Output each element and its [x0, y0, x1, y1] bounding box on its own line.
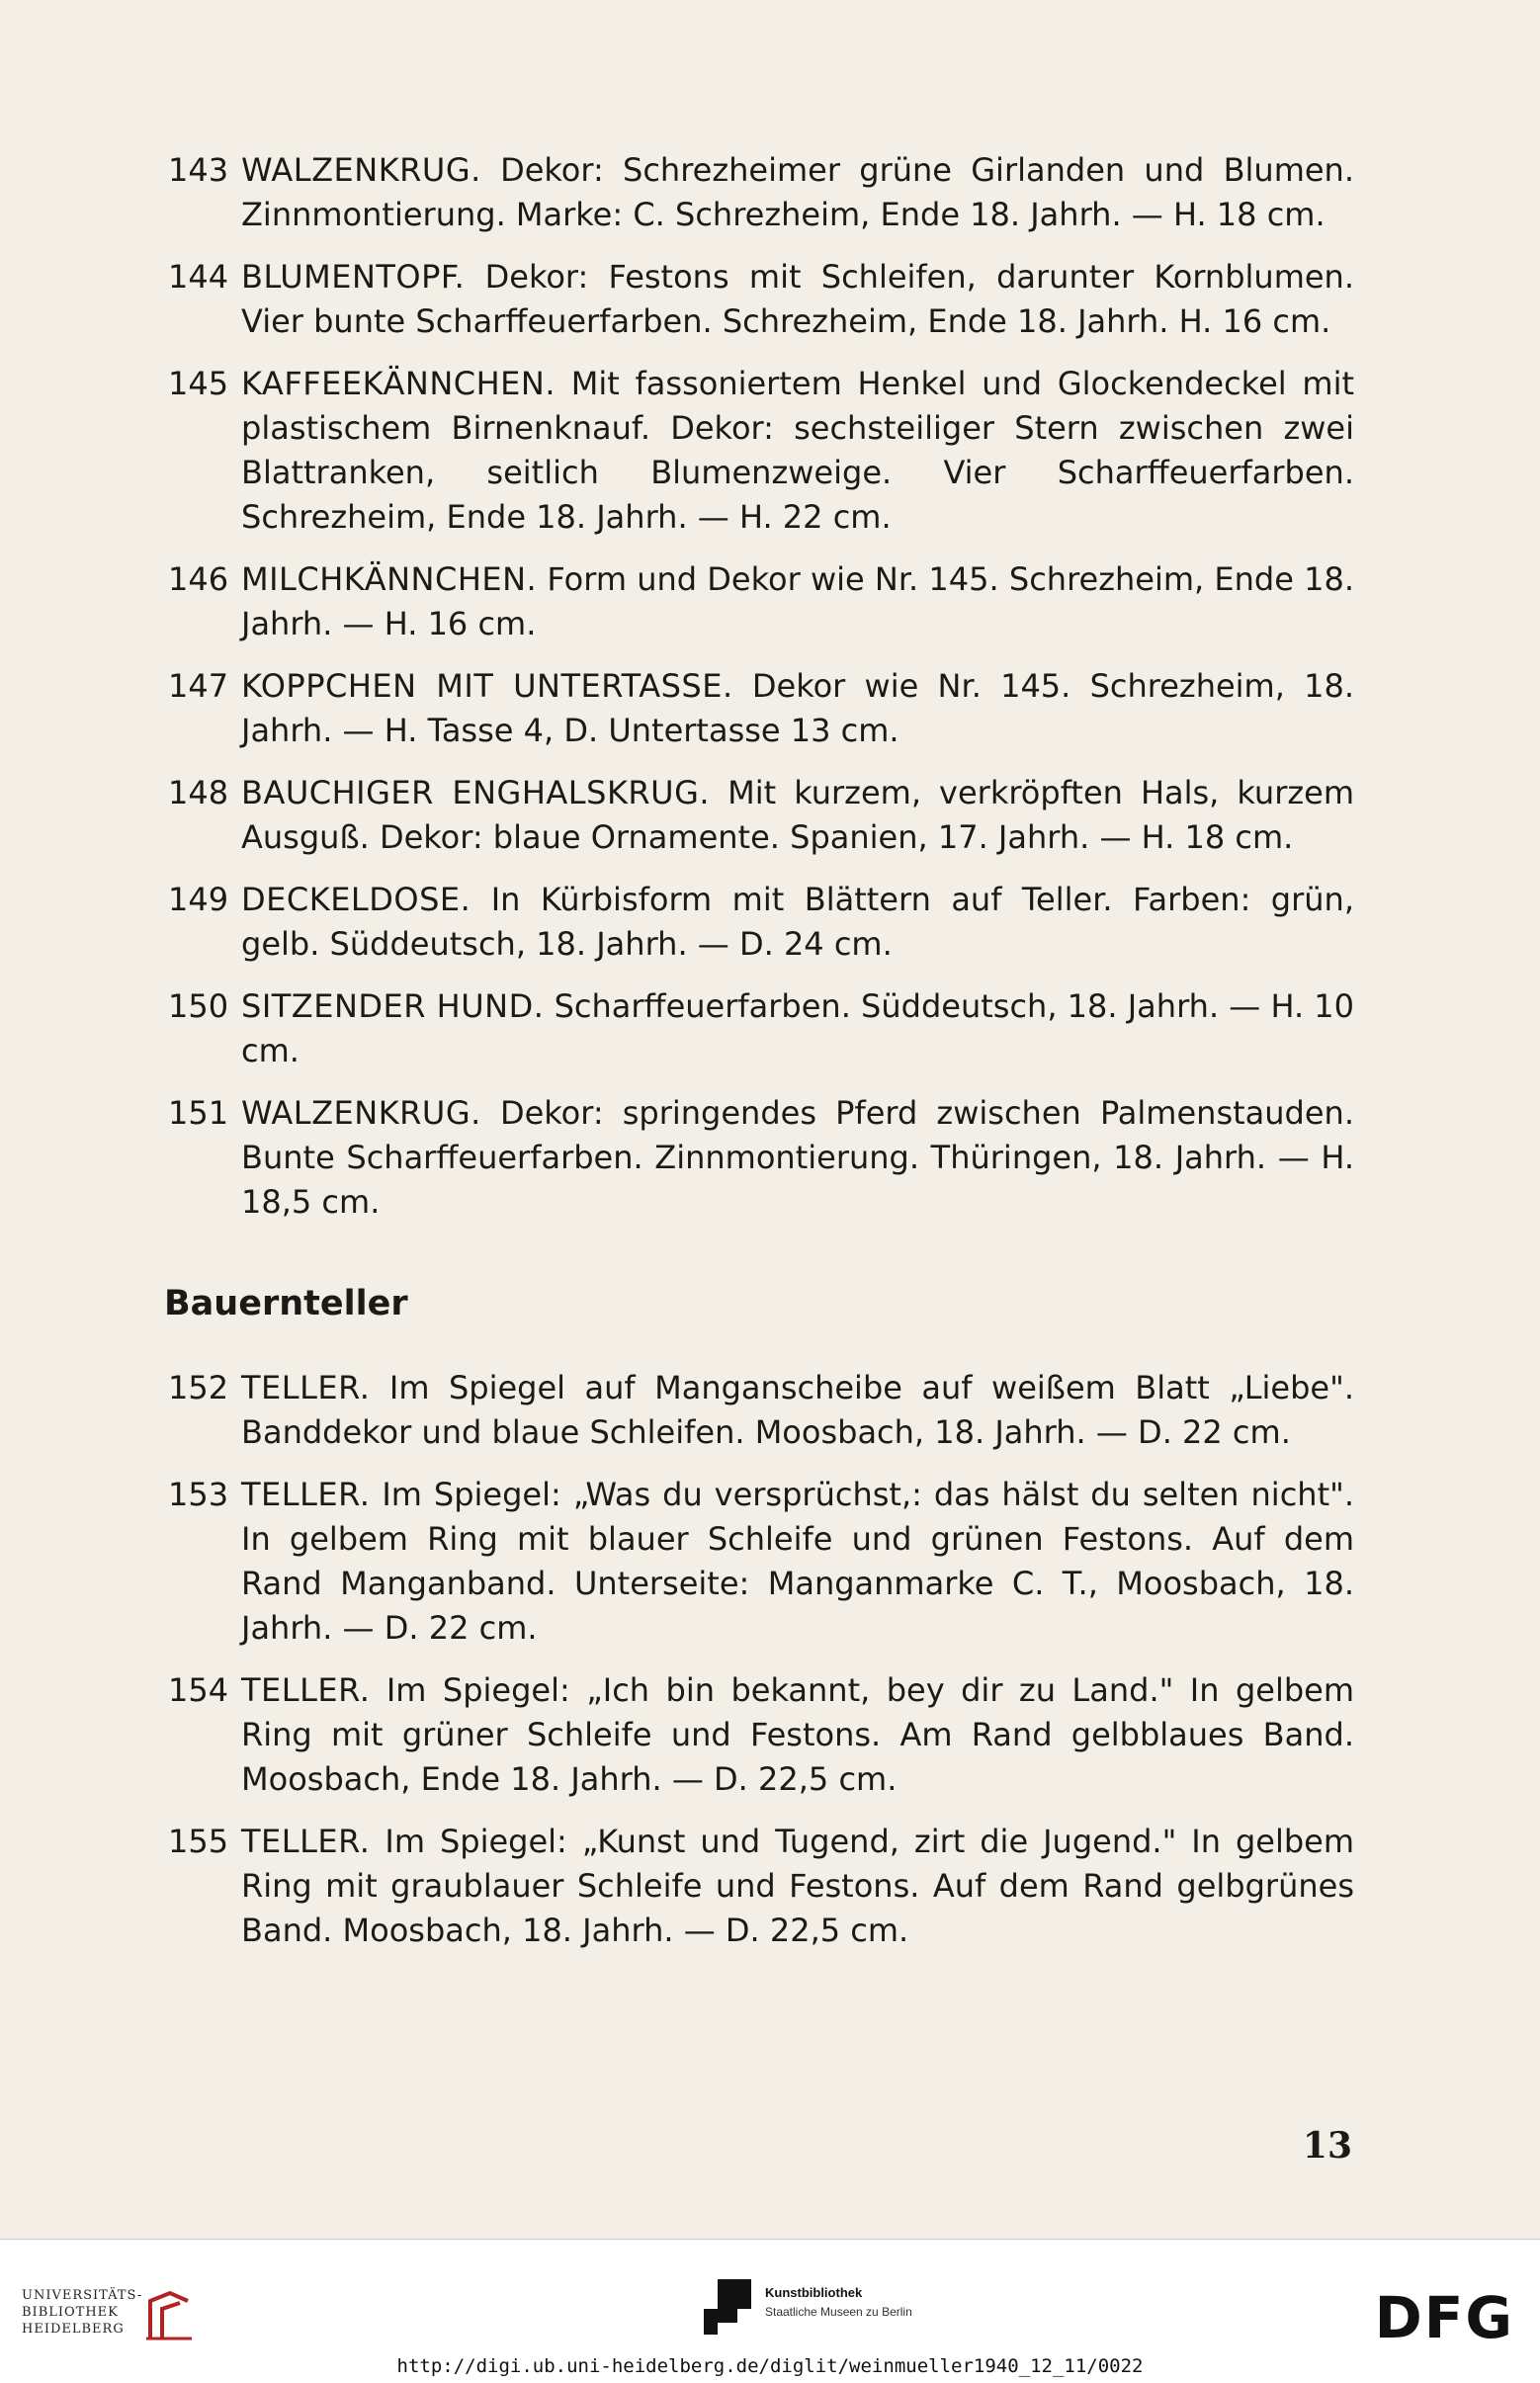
- entry-number: 154: [168, 1671, 229, 1709]
- entry-title: BAUCHIGER ENGHALSKRUG.: [241, 774, 711, 811]
- catalog-entry: [168, 1473, 1354, 1651]
- catalog-entry: [168, 1366, 1354, 1455]
- entry-description: Im Spiegel: „Ich bin bekannt, bey dir zu Land." In gelbem Ring mit grüner Schleife und Festons. Am Rand gelbblaues Band. Moosbach, Ende 18. Jahrh. — D. 22,5 cm.: [241, 1671, 1355, 1798]
- entry-description: Im Spiegel: „Was du versprüchst,: das hälst du selten nicht". In gelbem Ring mit blauer Schleife und grünen Festons. Auf dem Rand Manganband. Unterseite: Manganmarke C. T., Moosbach, 18. Jahrh. — D. 22 cm.: [241, 1476, 1355, 1647]
- entry-number: 145: [168, 365, 229, 402]
- catalog-entry: [168, 1820, 1354, 1953]
- entry-title: KAFFEEKÄNNCHEN.: [241, 365, 556, 402]
- entry-number: 148: [168, 774, 229, 811]
- entry-description: Scharffeuerfarben. Süddeutsch, 18. Jahrh. — H. 10 cm.: [241, 987, 1355, 1069]
- entry-number: 155: [168, 1823, 229, 1860]
- section-heading: Bauernteller: [164, 1284, 408, 1323]
- entry-title: BLUMENTOPF.: [241, 258, 466, 296]
- dfg-logo[interactable]: DFG: [1374, 2284, 1514, 2351]
- entry-number: 149: [168, 881, 229, 918]
- entry-description: Dekor: Festons mit Schleifen, darunter Kornblumen. Vier bunte Scharffeuerfarben. Schrezheim, Ende 18. Jahrh. H. 16 cm.: [241, 258, 1355, 340]
- catalog-entry: [168, 148, 1354, 237]
- catalog-entries: [164, 148, 1355, 1971]
- catalog-entry: [168, 557, 1354, 646]
- entry-description: In Kürbisform mit Blättern auf Teller. Farben: grün, gelb. Süddeutsch, 18. Jahrh. — D. 24 cm.: [241, 881, 1355, 963]
- entry-description: Im Spiegel: „Kunst und Tugend, zirt die Jugend." In gelbem Ring mit graublauer Schleife und Festons. Auf dem Rand gelbgrünes Band. Moosbach, 18. Jahrh. — D. 22,5 cm.: [241, 1823, 1355, 1949]
- university-emblem-icon: [140, 2287, 200, 2346]
- kunstbibliothek-subtitle: Staatliche Museen zu Berlin: [765, 2305, 912, 2319]
- entry-number: 143: [168, 151, 229, 189]
- footer-bar: [0, 2239, 1540, 2383]
- entry-description: Dekor: springendes Pferd zwischen Palmenstauden. Bunte Scharffeuerfarben. Zinnmontierung. Thüringen, 18. Jahrh. — H. 18,5 cm.: [241, 1094, 1355, 1221]
- permalink-url[interactable]: http://digi.ub.uni-heidelberg.de/diglit/weinmueller1940_12_11/0022: [396, 2355, 1144, 2377]
- entry-title: TELLER.: [241, 1476, 371, 1513]
- entry-number: 144: [168, 258, 229, 296]
- entry-number: 147: [168, 667, 229, 705]
- entry-description: Mit fassoniertem Henkel und Glockendeckel mit plastischem Birnenknauf. Dekor: sechsteiliger Stern zwischen zwei Blattranken, seitlich Blumenzweige. Vier Scharffeuerfarben. Schrezheim, Ende 18. Jahrh. — H. 22 cm.: [241, 365, 1355, 536]
- university-line: UNIVERSITÄTS-: [22, 2288, 143, 2303]
- entry-description: Im Spiegel auf Manganscheibe auf weißem Blatt „Liebe". Banddekor und blaue Schleifen. Moosbach, 18. Jahrh. — D. 22 cm.: [241, 1369, 1355, 1451]
- entry-number: 152: [168, 1369, 229, 1406]
- university-line: BIBLIOTHEK: [22, 2305, 119, 2320]
- entry-description: Mit kurzem, verkröpften Hals, kurzem Ausguß. Dekor: blaue Ornamente. Spanien, 17. Jahrh. — H. 18 cm.: [241, 774, 1355, 856]
- kunstbibliothek-logo[interactable]: [704, 2279, 961, 2340]
- page-number: 13: [1302, 2125, 1352, 2167]
- entry-number: 151: [168, 1094, 229, 1132]
- entry-title: TELLER.: [241, 1671, 371, 1709]
- entry-number: 153: [168, 1476, 229, 1513]
- entry-title: SITZENDER HUND.: [241, 987, 545, 1025]
- entry-description: Dekor wie Nr. 145. Schrezheim, 18. Jahrh. — H. Tasse 4, D. Untertasse 13 cm.: [241, 667, 1355, 749]
- catalog-entry: [168, 771, 1354, 860]
- entry-description: Dekor: Schrezheimer grüne Girlanden und Blumen. Zinnmontierung. Marke: C. Schrezheim, Ende 18. Jahrh. — H. 18 cm.: [241, 151, 1354, 233]
- entry-title: KOPPCHEN MIT UNTERTASSE.: [241, 667, 733, 705]
- university-line: HEIDELBERG: [22, 2322, 125, 2337]
- catalog-entry: [168, 1091, 1354, 1225]
- entry-description: Form und Dekor wie Nr. 145. Schrezheim, Ende 18. Jahrh. — H. 16 cm.: [241, 560, 1355, 642]
- entry-title: WALZENKRUG.: [241, 1094, 481, 1132]
- entry-number: 146: [168, 560, 229, 598]
- catalog-entry: [168, 255, 1354, 344]
- catalog-entry: [168, 1668, 1354, 1802]
- kunstbibliothek-name: Kunstbibliothek: [765, 2285, 863, 2300]
- entry-title: TELLER.: [241, 1823, 371, 1860]
- entry-title: WALZENKRUG.: [241, 151, 481, 189]
- catalog-entry: [168, 984, 1354, 1073]
- entry-title: MILCHKÄNNCHEN.: [241, 560, 538, 598]
- entry-number: 150: [168, 987, 229, 1025]
- kunstbibliothek-mark-icon: [704, 2279, 751, 2335]
- entry-title: DECKELDOSE.: [241, 881, 471, 918]
- catalog-entry: [168, 664, 1354, 753]
- catalog-entry: [168, 362, 1354, 540]
- entry-title: TELLER.: [241, 1369, 371, 1406]
- university-library-logo[interactable]: [22, 2287, 190, 2346]
- catalog-entry: [168, 878, 1354, 967]
